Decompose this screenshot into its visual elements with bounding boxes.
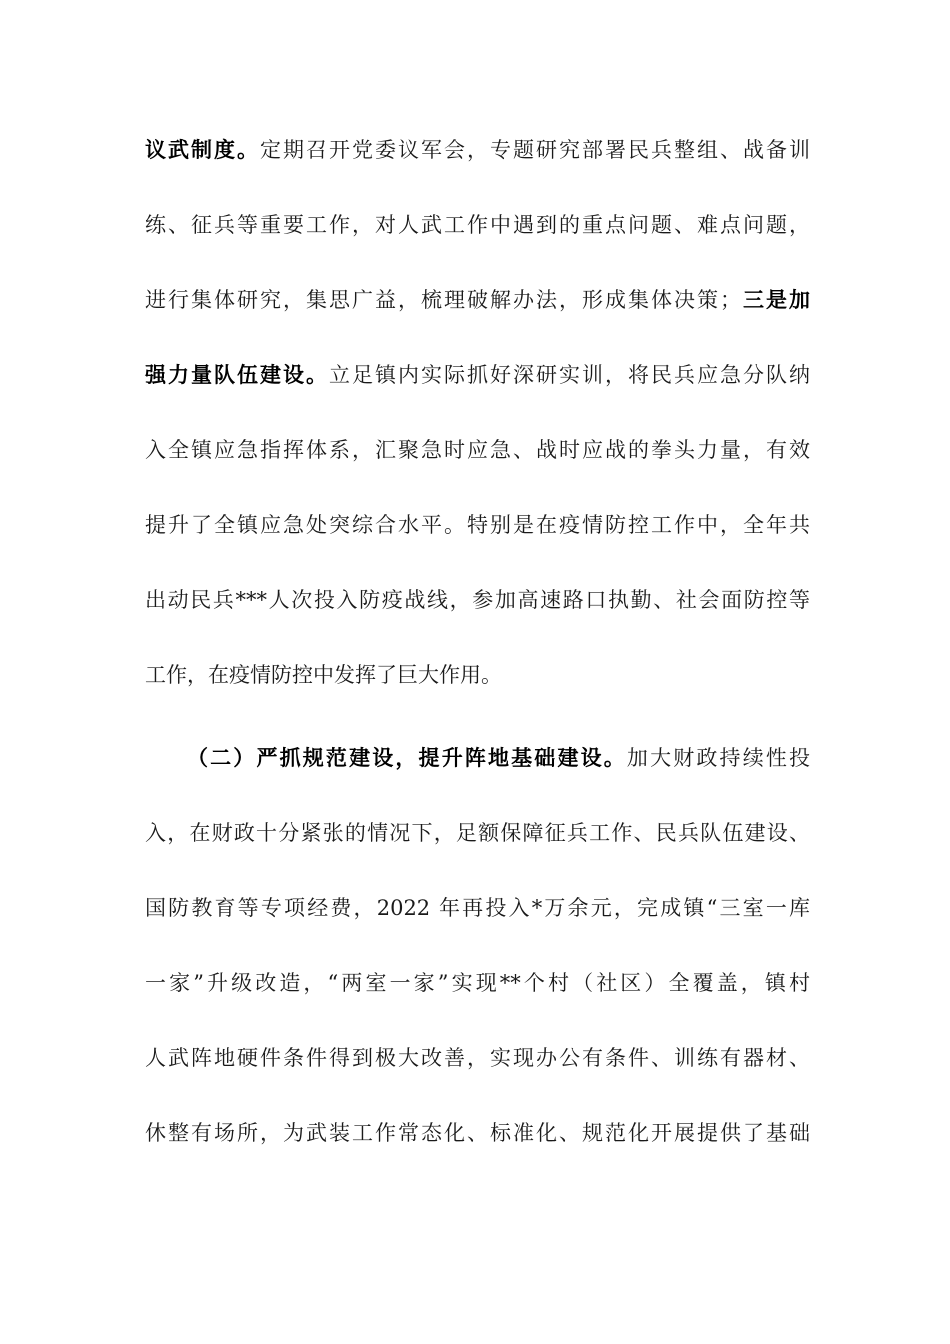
body-text: 入全镇应急指挥体系，汇聚急时应急、战时应战的拳头力量，有效 [145, 438, 810, 462]
body-text: 进行集体研究，集思广益，梳理破解办法，形成集体决策； [145, 288, 741, 312]
body-text: 加大财政持续性投 [626, 746, 810, 770]
body-line-5 [145, 430, 810, 470]
body-line-8 [145, 655, 810, 695]
body-line-12 [145, 963, 810, 1003]
body-text: 国防教育等专项经费，2022 年再投入*万余元，完成镇“三室一库 [145, 896, 810, 920]
body-text: 工作，在疫情防控中发挥了巨大作用。 [145, 663, 502, 687]
body-text: 休整有场所，为武装工作常态化、标准化、规范化开展提供了基础 [145, 1121, 810, 1145]
body-text: 定期召开党委议军会，专题研究部署民兵整组、战备训 [260, 138, 810, 162]
body-text: 练、征兵等重要工作，对人武工作中遇到的重点问题、难点问题， [145, 213, 810, 237]
body-line-11 [145, 888, 810, 928]
body-line-2 [145, 205, 810, 245]
body-line-6 [145, 505, 810, 545]
body-line-4 [145, 355, 810, 395]
body-text: 立足镇内实际抓好深研实训，将民兵应急分队纳 [329, 363, 810, 387]
body-line-10 [145, 813, 810, 853]
body-line-14 [145, 1113, 810, 1153]
body-text: 入，在财政十分紧张的情况下，足额保障征兵工作、民兵队伍建设、 [145, 821, 810, 845]
body-text: 出动民兵***人次投入防疫战线，参加高速路口执勤、社会面防控等 [145, 588, 810, 612]
body-line-3 [145, 280, 810, 320]
body-line-13 [145, 1038, 810, 1078]
section-heading-line [187, 738, 810, 778]
section-heading: （二）严抓规范建设，提升阵地基础建设。 [187, 745, 627, 770]
bold-heading: 议武制度。 [145, 137, 260, 162]
body-text: 一家”升级改造，“两室一家”实现**个村（社区）全覆盖，镇村 [145, 971, 810, 995]
body-text: 人武阵地硬件条件得到极大改善，实现办公有条件、训练有器材、 [145, 1046, 810, 1070]
body-line-7 [145, 580, 810, 620]
bold-heading: 三是加 [741, 287, 810, 312]
body-text: 提升了全镇应急处突综合水平。特别是在疫情防控工作中，全年共 [145, 513, 810, 537]
bold-heading: 强力量队伍建设。 [145, 362, 329, 387]
body-line-1 [145, 130, 810, 170]
